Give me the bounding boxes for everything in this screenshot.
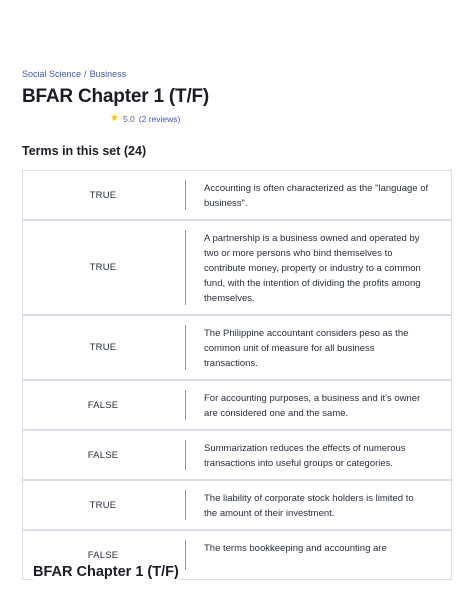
card-divider [185,230,186,305]
star-icon: ★ [110,113,119,124]
card-definition: The liability of corporate stock holders is limited to the amount of their investment. [204,493,414,519]
term-card[interactable] [22,170,452,220]
card-divider [185,540,186,570]
terms-heading: Terms in this set (24) [22,144,147,158]
card-term: TRUE [89,262,117,273]
term-card-list [22,170,452,561]
card-divider [185,440,186,470]
card-definition: Accounting is often characterized as the "language of business". [204,183,429,209]
term-card[interactable] [22,315,452,380]
card-term: TRUE [89,499,117,511]
card-divider [185,390,186,420]
term-card[interactable] [22,380,452,430]
breadcrumb-social-science[interactable]: Social Science [22,69,82,79]
rating [110,114,180,124]
card-term: FALSE [87,399,119,411]
card-definition: The terms bookkeeping and accounting are [204,543,387,554]
term-card[interactable] [22,430,452,480]
card-divider [185,180,186,210]
breadcrumb-business[interactable]: Business [89,69,127,79]
card-definition: A partnership is a business owned and operated by two or more persons who bind themselves to contribute money, property or industry to a common fund, with the intention of dividing the profits among themselves. [204,233,421,304]
term-card[interactable] [22,480,452,530]
reviews-link[interactable]: (2 reviews) [138,114,181,124]
card-divider [185,490,186,520]
footer-title: BFAR Chapter 1 (T/F) [33,564,179,580]
term-card[interactable] [22,220,452,315]
card-term: TRUE [89,189,117,201]
card-term: FALSE [87,449,119,461]
page-title: BFAR Chapter 1 (T/F) [22,86,210,107]
card-term: TRUE [89,342,117,353]
card-term: FALSE [87,549,119,561]
card-definition: Summarization reduces the effects of numerous transactions into useful groups or categories. [204,443,406,469]
card-divider [185,325,186,370]
breadcrumb [22,69,126,79]
rating-value: 5.0 [122,114,135,124]
card-definition: The Philippine accountant considers peso as the common unit of measure for all business transactions. [204,328,409,369]
breadcrumb-separator: / [84,69,87,79]
card-definition: For accounting purposes, a business and it's owner are considered one and the same. [204,393,421,419]
